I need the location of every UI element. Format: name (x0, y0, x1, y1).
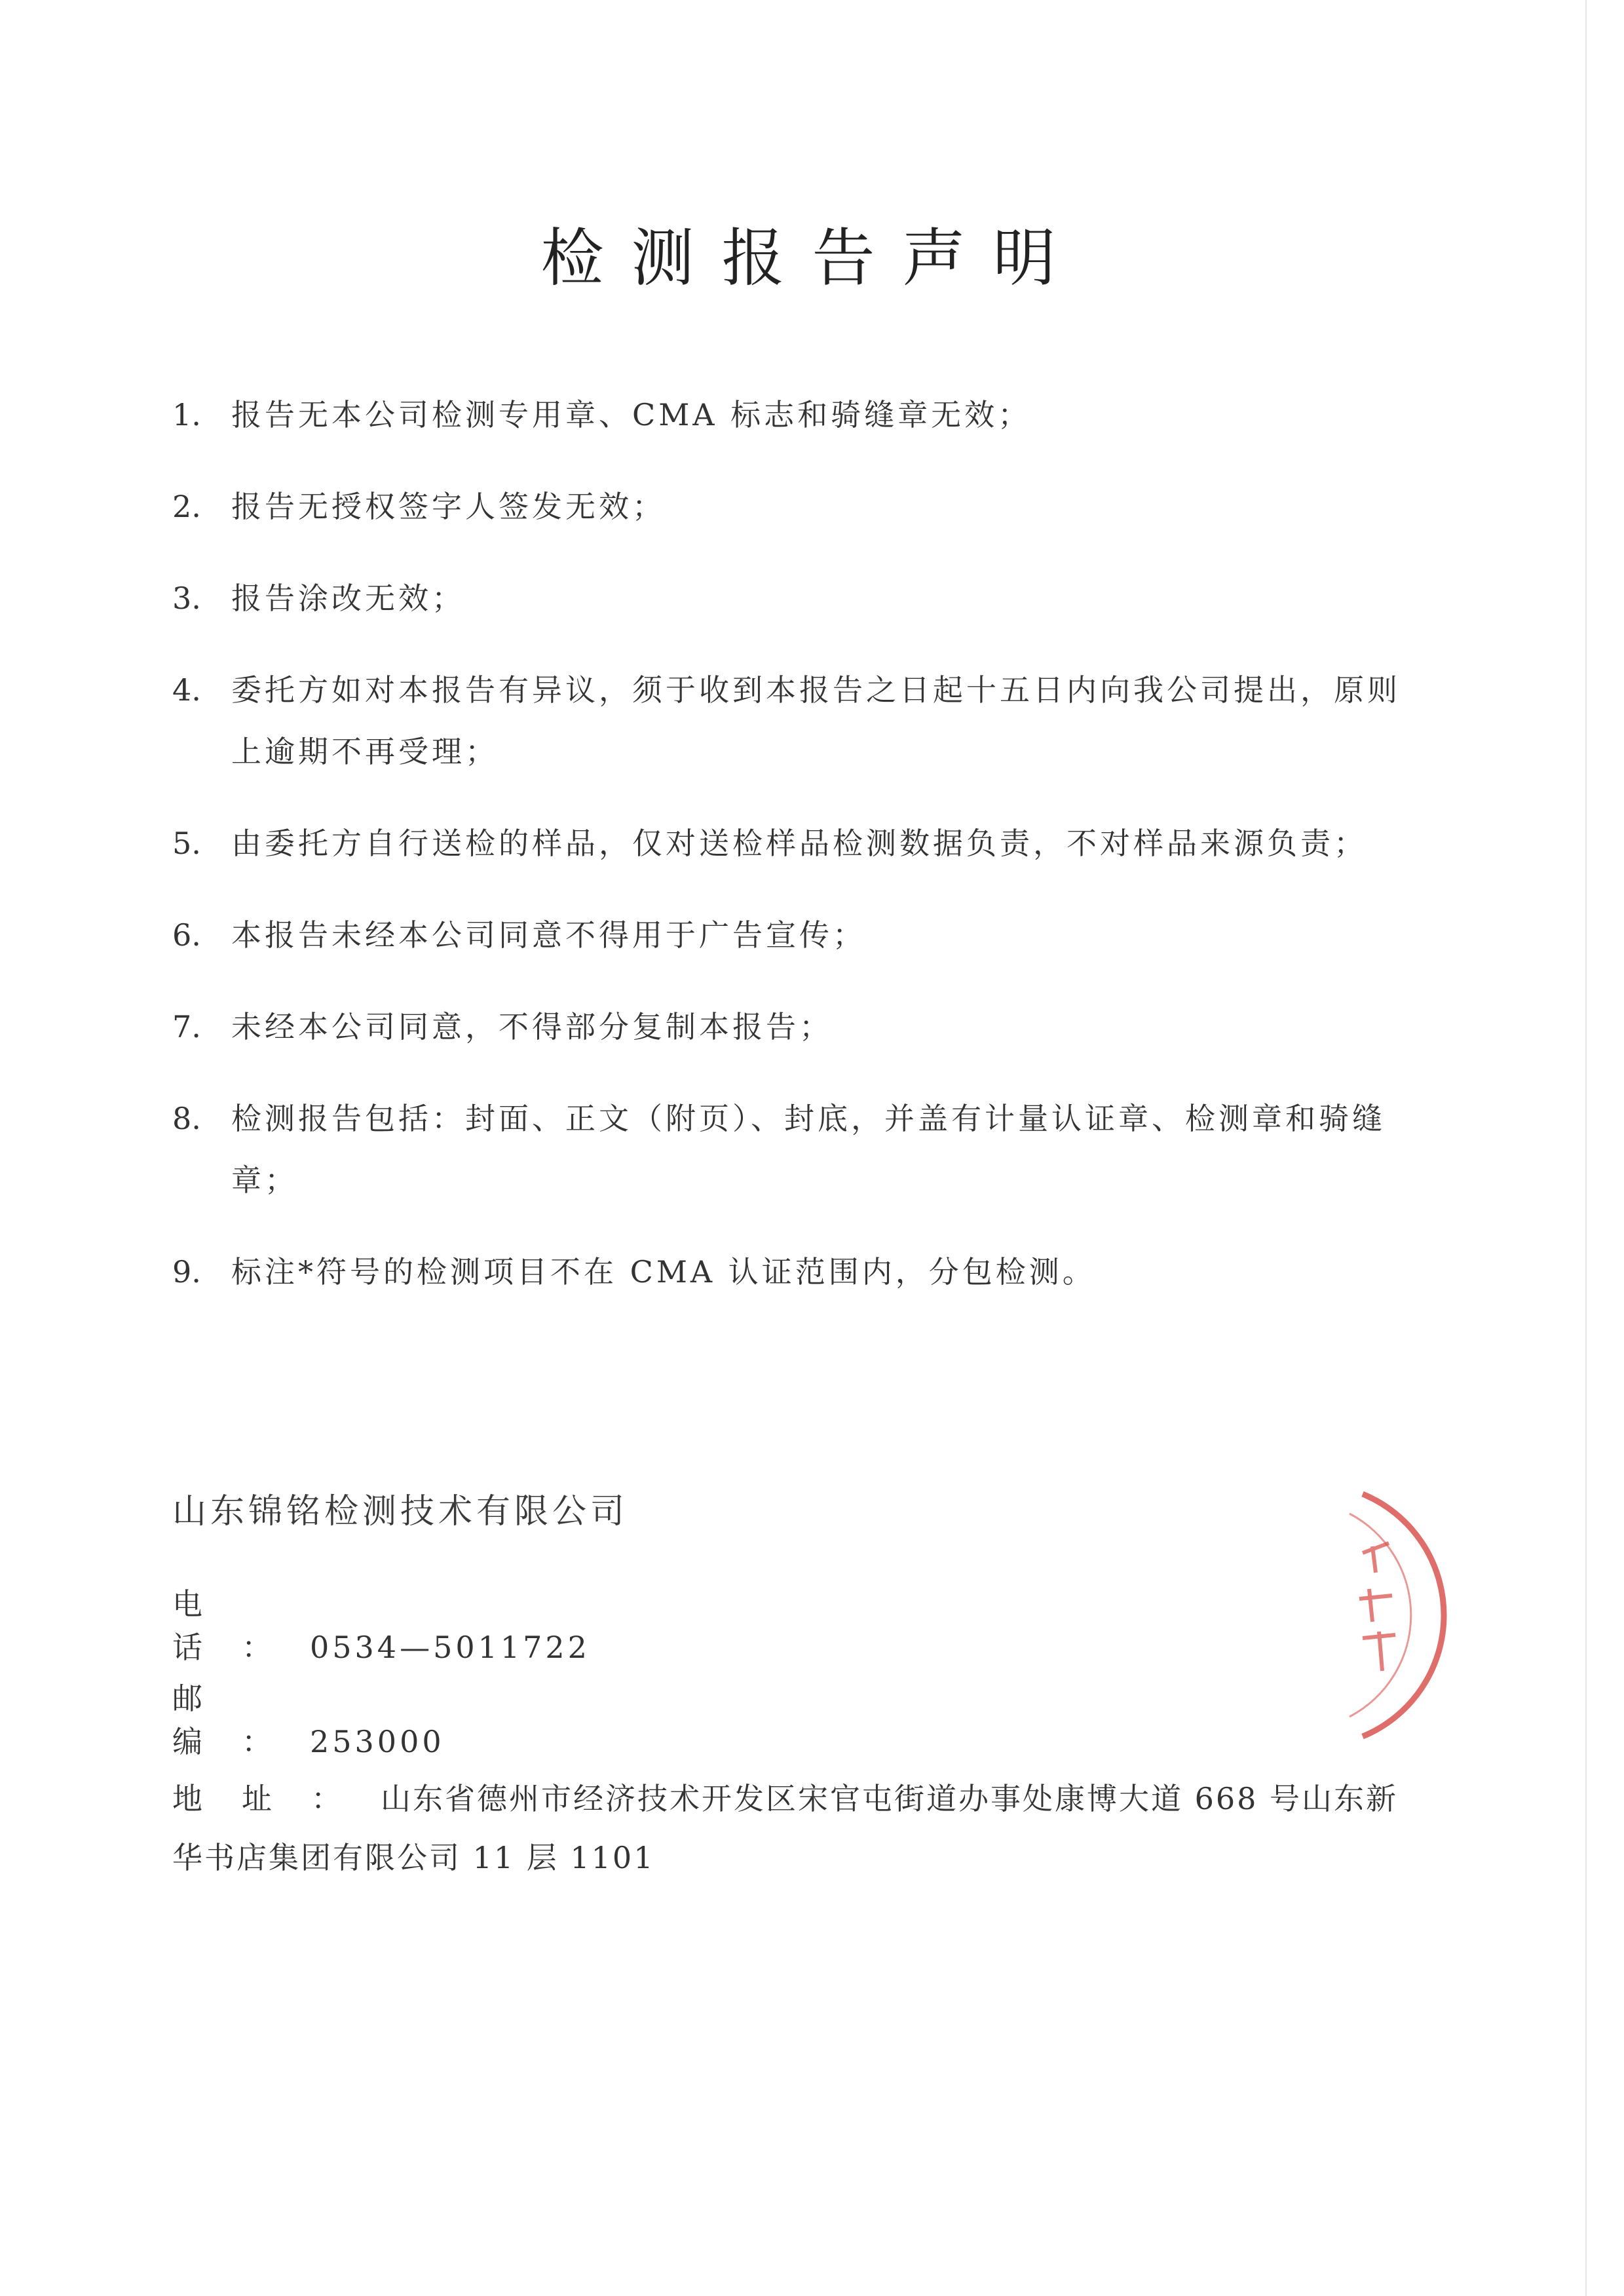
seal-stamp-fragment (1323, 1474, 1481, 1750)
item-number: 5. (172, 826, 201, 861)
item-number: 6. (172, 917, 201, 953)
item-text: 检测报告包括：封面、正文（附页）、封底，并盖有计量认证章、检测章和骑缝章； (231, 1101, 1386, 1198)
phone-label: 电话： (172, 1586, 311, 1665)
phone-line (172, 1580, 590, 1667)
page-edge-divider (1585, 0, 1587, 2296)
item-text: 委托方如对本报告有异议，须于收到本报告之日起十五日内向我公司提出，原则上逾期不再受理； (231, 672, 1401, 769)
postcode-label: 邮编： (172, 1681, 311, 1759)
page-title: 检测报告声明 (540, 221, 1084, 295)
item-number: 8. (172, 1101, 201, 1136)
item-text: 报告涂改无效； (231, 581, 465, 616)
phone-number: 0534—5011722 (310, 1630, 590, 1665)
item-number: 2. (172, 489, 201, 524)
item-text: 标注*符号的检测项目不在 CMA 认证范围内，分包检测。 (231, 1254, 1096, 1290)
address-value: 山东省德州市经济技术开发区宋官屯街道办事处康博大道 668 号山东新华书店集团有限公司 11 层 1101 (172, 1781, 1399, 1875)
item-text: 报告无本公司检测专用章、CMA 标志和骑缝章无效； (231, 397, 1032, 432)
item-text: 未经本公司同意，不得部分复制本报告； (231, 1009, 833, 1044)
company-name: 山东锦铭检测技术有限公司 (172, 1492, 629, 1531)
item-text: 本报告未经本公司同意不得用于广告宣传； (231, 917, 866, 953)
item-number: 1. (172, 397, 201, 432)
item-number: 7. (172, 1009, 201, 1044)
postcode-line (172, 1675, 445, 1761)
item-text: 由委托方自行送检的样品，仅对送检样品检测数据负责，不对样品来源负责； (231, 826, 1367, 861)
postcode-value: 253000 (310, 1724, 445, 1759)
item-text: 报告无授权签字人签发无效； (231, 489, 666, 524)
address-block (172, 1769, 1430, 1887)
address-label: 地址： (172, 1781, 381, 1816)
item-number: 3. (172, 581, 201, 616)
item-number: 4. (172, 672, 201, 708)
item-number: 9. (172, 1254, 201, 1290)
